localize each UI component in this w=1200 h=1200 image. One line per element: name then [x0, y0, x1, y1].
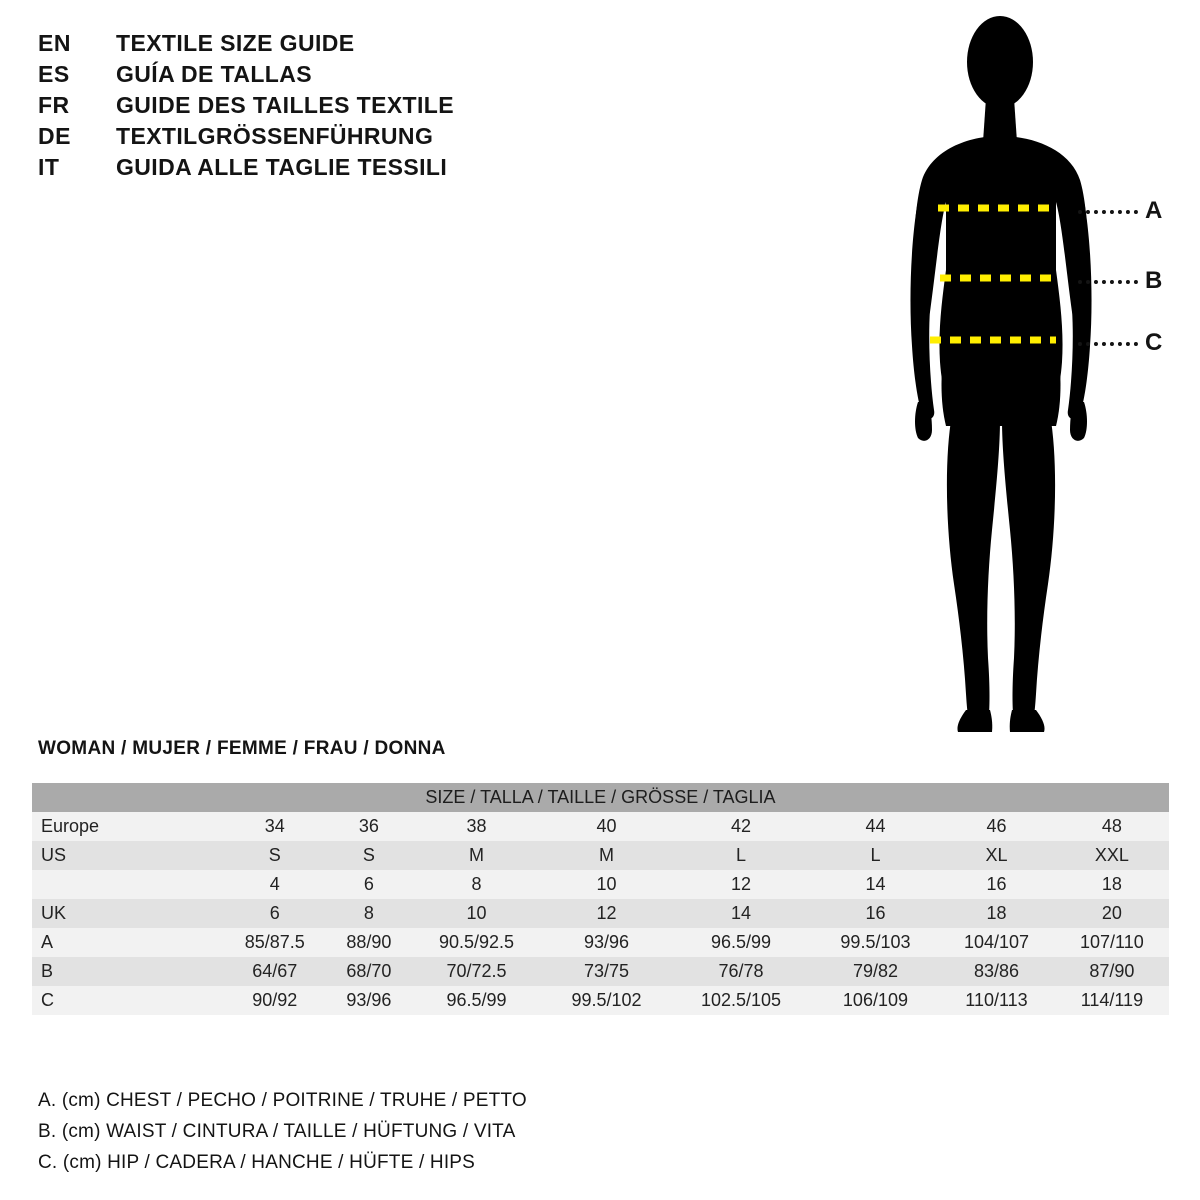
cell: 18	[1055, 870, 1169, 899]
cell: 93/96	[329, 986, 410, 1015]
row-label-us-numeric	[32, 870, 221, 899]
cell: 114/119	[1055, 986, 1169, 1015]
cell: L	[813, 841, 939, 870]
cell: M	[544, 841, 670, 870]
cell: L	[669, 841, 812, 870]
title-row	[38, 92, 558, 123]
cell: 83/86	[938, 957, 1055, 986]
cell: XXL	[1055, 841, 1169, 870]
cell: 20	[1055, 899, 1169, 928]
leader-line-c	[1078, 342, 1138, 346]
table-row	[32, 928, 1169, 957]
table-row	[32, 986, 1169, 1015]
title-row	[38, 61, 558, 92]
footnote-b: B. (cm) WAIST / CINTURA / TAILLE / HÜFTUNG / VITA	[38, 1121, 516, 1142]
title-block	[38, 30, 558, 185]
cell: 93/96	[544, 928, 670, 957]
cell: 64/67	[221, 957, 329, 986]
row-label-uk: UK	[32, 899, 221, 928]
cell: 40	[544, 812, 670, 841]
title-row	[38, 154, 558, 185]
row-label-a: A	[32, 928, 221, 957]
row-label-europe: Europe	[32, 812, 221, 841]
cell: 6	[221, 899, 329, 928]
cell: 8	[329, 899, 410, 928]
cell: 14	[813, 870, 939, 899]
leader-line-a	[1078, 210, 1138, 214]
title-text-de: TEXTILGRÖSSENFÜHRUNG	[116, 123, 434, 149]
title-lang-es: ES	[38, 61, 70, 87]
cell: 16	[813, 899, 939, 928]
size-table	[32, 783, 1169, 1015]
footnote-a: A. (cm) CHEST / PECHO / POITRINE / TRUHE / PETTO	[38, 1090, 527, 1111]
cell: S	[329, 841, 410, 870]
cell: 4	[221, 870, 329, 899]
title-text-es: GUÍA DE TALLAS	[116, 61, 312, 87]
title-row	[38, 30, 558, 61]
footnote-c: C. (cm) HIP / CADERA / HANCHE / HÜFTE / HIPS	[38, 1152, 476, 1173]
section-heading-woman: WOMAN / MUJER / FEMME / FRAU / DONNA	[38, 738, 446, 759]
cell: 42	[669, 812, 812, 841]
title-lang-fr: FR	[38, 92, 70, 118]
title-lang-it: IT	[38, 154, 60, 180]
table-row	[32, 899, 1169, 928]
marker-label-b: B	[1145, 267, 1163, 294]
row-label-us: US	[32, 841, 221, 870]
cell: 73/75	[544, 957, 670, 986]
cell: 68/70	[329, 957, 410, 986]
cell: 44	[813, 812, 939, 841]
cell: 12	[544, 899, 670, 928]
title-text-fr: GUIDE DES TAILLES TEXTILE	[116, 92, 454, 118]
table-band-row	[32, 783, 1169, 812]
cell: 38	[409, 812, 543, 841]
female-silhouette-figure	[860, 10, 1190, 750]
cell: 70/72.5	[409, 957, 543, 986]
title-text-en: TEXTILE SIZE GUIDE	[116, 30, 355, 56]
cell: 12	[669, 870, 812, 899]
cell: 36	[329, 812, 410, 841]
cell: 99.5/103	[813, 928, 939, 957]
cell: 102.5/105	[669, 986, 812, 1015]
table-row	[32, 812, 1169, 841]
title-text-it: GUIDA ALLE TAGLIE TESSILI	[116, 154, 448, 180]
title-row	[38, 123, 558, 154]
cell: 10	[409, 899, 543, 928]
table-row	[32, 957, 1169, 986]
cell: 10	[544, 870, 670, 899]
cell: 104/107	[938, 928, 1055, 957]
cell: 76/78	[669, 957, 812, 986]
cell: XL	[938, 841, 1055, 870]
cell: 90/92	[221, 986, 329, 1015]
cell: 79/82	[813, 957, 939, 986]
cell: 87/90	[1055, 957, 1169, 986]
marker-label-c: C	[1145, 329, 1163, 356]
cell: 85/87.5	[221, 928, 329, 957]
cell: 88/90	[329, 928, 410, 957]
cell: 46	[938, 812, 1055, 841]
table-band-label: SIZE / TALLA / TAILLE / GRÖSSE / TAGLIA	[32, 783, 1169, 812]
table-row	[32, 841, 1169, 870]
leader-line-b	[1078, 280, 1138, 284]
cell: 107/110	[1055, 928, 1169, 957]
cell: S	[221, 841, 329, 870]
marker-label-a: A	[1145, 197, 1163, 224]
cell: M	[409, 841, 543, 870]
cell: 8	[409, 870, 543, 899]
cell: 34	[221, 812, 329, 841]
cell: 14	[669, 899, 812, 928]
cell: 96.5/99	[409, 986, 543, 1015]
cell: 99.5/102	[544, 986, 670, 1015]
table-row	[32, 870, 1169, 899]
row-label-b: B	[32, 957, 221, 986]
woman-silhouette-icon	[860, 10, 1190, 750]
title-lang-en: EN	[38, 30, 71, 56]
cell: 96.5/99	[669, 928, 812, 957]
cell: 48	[1055, 812, 1169, 841]
cell: 16	[938, 870, 1055, 899]
cell: 6	[329, 870, 410, 899]
row-label-c: C	[32, 986, 221, 1015]
cell: 110/113	[938, 986, 1055, 1015]
footnotes	[38, 1090, 838, 1183]
title-lang-de: DE	[38, 123, 71, 149]
cell: 106/109	[813, 986, 939, 1015]
cell: 90.5/92.5	[409, 928, 543, 957]
cell: 18	[938, 899, 1055, 928]
